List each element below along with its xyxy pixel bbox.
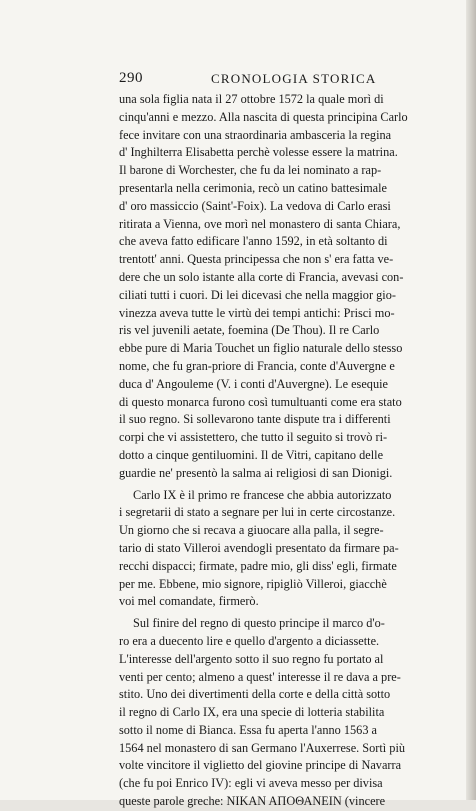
text-line: stito. Uno dei divertimenti della corte e della città sotto	[119, 687, 391, 702]
text-line: dotto a cinque gentiluomini. Il de Vitri, capitano delle	[119, 447, 384, 462]
text-line: Carlo IX è il primo re francese che abbia autorizzato	[133, 487, 392, 502]
text-line: che aveva fatto edificare l'anno 1592, in età soltanto di	[119, 234, 388, 249]
text-line: dere che un solo istante alla corte di Francia, avevasi con-	[119, 269, 404, 284]
text-line: ritirata a Vienna, ove morì nel monastero di santa Chiara,	[119, 216, 401, 231]
text-line: volte vincitore il viglietto del giovine principe di Navarra	[119, 758, 402, 773]
text-line: Sul finire del regno di questo principe il marco d'o-	[133, 616, 385, 631]
text-line: duca d' Angouleme (V. i conti d'Auvergne). Le esequie	[119, 376, 388, 391]
text-line: Un giorno che si recava a giuocare alla palla, il segre-	[119, 523, 384, 538]
text-line: queste parole greche: ΝΙΚΑΝ ΑΠΟΘΑΝΕΙΝ (vincere	[119, 794, 386, 809]
text-line: tario di stato Villeroi avendogli presentato da firmare pa-	[119, 540, 399, 555]
text-line: Il barone di Worchester, che fu da lei nominato a rap-	[119, 163, 382, 178]
text-line: guardie ne' presentò la salma ai religiosi di san Dionigi.	[119, 465, 393, 480]
text-line: ris vel juvenili aetate, foemina (De Thou). Il re Carlo	[119, 323, 380, 338]
text-line: per me. Ebbene, mio signore, ripigliò Villeroi, giacchè	[119, 576, 387, 591]
text-line: una sola figlia nata il 27 ottobre 1572 la quale morì di	[119, 92, 384, 106]
text-line: recchi dispacci; firmate, padre mio, gli diss' egli, firmate	[119, 558, 397, 573]
text-line: i segretarii di stato a segnare per lui in certe circostanze.	[119, 505, 396, 520]
text-line: di questo monarca furono così tumultuanti come era stato	[119, 394, 402, 409]
text-line: il regno di Carlo IX, era una specie di lotteria stabilita	[119, 705, 385, 720]
page-edge-shadow	[466, 0, 476, 800]
text-line: corpi che vi assistettero, che tutto il seguito si trovò ri-	[119, 430, 388, 445]
text-line: L'interesse dell'argento sotto il suo regno fu portato al	[119, 651, 384, 666]
text-line: vinezza aveva tutte le virtù dei tempi antichi: Prisci mo-	[119, 305, 395, 320]
text-line: ciliati tutti i cuori. Di lei dicevasi che nella maggior gio-	[119, 287, 396, 302]
text-line: 1564 nel monastero di san Germano l'Auxerrese. Sortì più	[119, 740, 406, 755]
running-title: CRONOLOGIA STORICA	[211, 71, 377, 86]
text-line: nome, che fu gran-priore di Francia, conte d'Auvergne e	[119, 358, 395, 373]
text-line: il suo regno. Si sollevarono tante dispute tra i differenti	[119, 412, 391, 427]
text-line: ebbe pure di Maria Touchet un figlio naturale dello stesso	[119, 341, 403, 356]
text-line: d' oro massiccio (Saint'-Foix). La vedova di Carlo erasi	[119, 198, 391, 213]
text-line: voi mel comandate, firmerò.	[119, 594, 259, 609]
text-line: presentarla nella cerimonia, recò un catino battesimale	[119, 180, 388, 195]
text-line: (che fu poi Enrico IV): egli vi aveva messo per divisa	[119, 776, 383, 791]
body-text	[119, 91, 441, 811]
text-line: d' Inghilterra Elisabetta perchè volesse essere la matrina.	[119, 145, 398, 160]
text-line: cinqu'anni e mezzo. Alla nascita di questa principina Carlo	[119, 109, 408, 124]
page-header	[119, 70, 439, 90]
text-line: sotto il nome di Bianca. Essa fu aperta l'anno 1563 a	[119, 722, 377, 737]
page-number: 290	[119, 70, 143, 86]
text-line: fece invitare con una straordinaria ambasceria la regina	[119, 127, 392, 142]
text-line: trentott' anni. Questa principessa che non s' era fatta ve-	[119, 252, 394, 267]
text-line: venti per cento; almeno a quest' interesse il re dava a pre-	[119, 669, 401, 684]
text-line: ro era a duecento lire e quello d'argento a diciassette.	[119, 633, 380, 648]
